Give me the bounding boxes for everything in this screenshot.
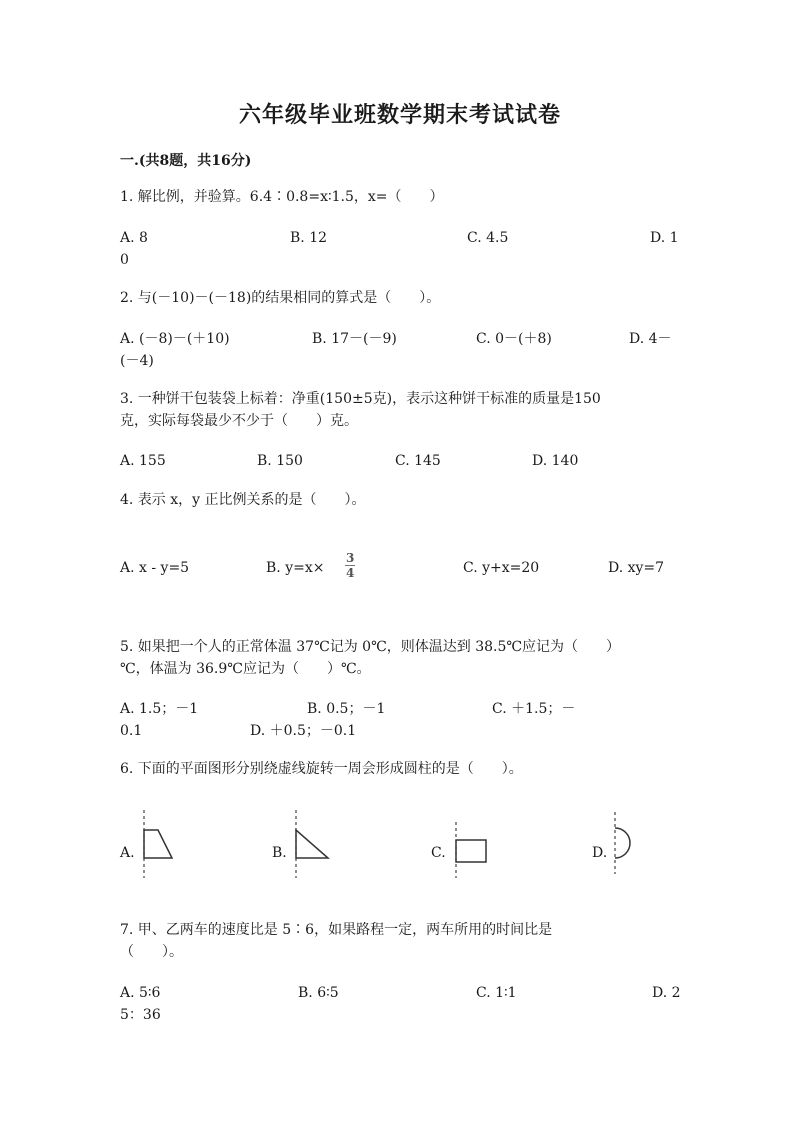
- question-3-option-c[interactable]: C. 145: [395, 453, 441, 469]
- question-4-option-d[interactable]: D. xy=7: [608, 560, 665, 576]
- question-7-option-d-wrap: 5：36: [120, 1007, 161, 1023]
- question-7-option-a[interactable]: A. 5∶6: [120, 985, 161, 1001]
- question-6-option-a[interactable]: A.: [120, 845, 135, 861]
- question-2-option-c[interactable]: C. 0－(＋8): [476, 331, 552, 347]
- question-7-option-b[interactable]: B. 6∶5: [298, 985, 339, 1001]
- question-1-option-a[interactable]: A. 8: [120, 230, 148, 246]
- question-3-stem-line1: 3. 一种饼干包装袋上标着：净重(150±5克)，表示这种饼干标准的质量是150: [120, 391, 601, 407]
- question-3-option-a[interactable]: A. 155: [120, 453, 166, 469]
- question-2-option-b[interactable]: B. 17－(－9): [312, 331, 397, 347]
- question-4-stem: 4. 表示 x，y 正比例关系的是（ ）。: [120, 492, 366, 508]
- question-2-option-d-wrap: (－4): [120, 353, 154, 369]
- question-1-stem: 1. 解比例，并验算。6.4∶0.8=x∶1.5，x=（ ）: [120, 189, 444, 205]
- question-3-stem-line2: 克，实际每袋最少不少于（ ）克。: [120, 413, 358, 429]
- question-6-option-c[interactable]: C.: [431, 845, 446, 861]
- fraction-denominator: 4: [346, 566, 355, 580]
- question-7-stem-line2: （ ）。: [120, 944, 183, 960]
- question-6-stem: 6. 下面的平面图形分别绕虚线旋转一周会形成圆柱的是（ ）。: [120, 761, 523, 777]
- semicircle-figure: [604, 812, 644, 876]
- question-2-option-a[interactable]: A. (－8)－(＋10): [120, 331, 230, 347]
- question-2-stem: 2. 与(－10)－(－18)的结果相同的算式是（ ）。: [120, 290, 441, 306]
- question-5-option-d[interactable]: D. ＋0.5；－0.1: [250, 723, 357, 739]
- question-1-option-d[interactable]: D. 1: [650, 230, 679, 246]
- question-7-option-d[interactable]: D. 2: [652, 985, 681, 1001]
- question-3-option-b[interactable]: B. 150: [257, 453, 303, 469]
- question-3-option-d[interactable]: D. 140: [532, 453, 579, 469]
- question-4-option-c[interactable]: C. y+x=20: [463, 560, 540, 576]
- question-7-option-c[interactable]: C. 1∶1: [476, 985, 517, 1001]
- rectangle-figure: [448, 822, 492, 880]
- question-7-stem-line1: 7. 甲、乙两车的速度比是 5∶6，如果路程一定，两车所用的时间比是: [120, 922, 553, 938]
- question-5-option-b[interactable]: B. 0.5；－1: [307, 701, 386, 717]
- question-1-option-b[interactable]: B. 12: [290, 230, 328, 246]
- question-6-option-b[interactable]: B.: [272, 845, 287, 861]
- question-4-option-a[interactable]: A. x - y=5: [120, 560, 190, 576]
- page-title: 六年级毕业班数学期末考试试卷: [238, 102, 561, 128]
- question-2-option-d[interactable]: D. 4－: [629, 331, 672, 347]
- trapezoid-figure: [136, 810, 180, 880]
- question-6-option-d[interactable]: D.: [592, 845, 608, 861]
- question-5-option-a[interactable]: A. 1.5；－1: [120, 701, 199, 717]
- question-5-option-c[interactable]: C. ＋1.5；－: [492, 701, 576, 717]
- question-4-option-b-fraction: [345, 551, 355, 580]
- right-triangle-figure: [288, 810, 334, 880]
- fraction-numerator: 3: [346, 551, 355, 565]
- question-1-option-d-wrap: 0: [120, 252, 129, 268]
- section-heading: 一.(共8题，共16分): [120, 153, 252, 169]
- question-5-option-c-wrap: 0.1: [120, 723, 143, 739]
- question-5-stem-line2: ℃，体温为 36.9℃应记为（ ）℃。: [120, 661, 371, 677]
- question-5-stem-line1: 5. 如果把一个人的正常体温 37℃记为 0℃，则体温达到 38.5℃应记为（ ）: [120, 639, 621, 655]
- question-1-option-c[interactable]: C. 4.5: [467, 230, 509, 246]
- question-4-option-b[interactable]: B. y=x×: [266, 560, 325, 576]
